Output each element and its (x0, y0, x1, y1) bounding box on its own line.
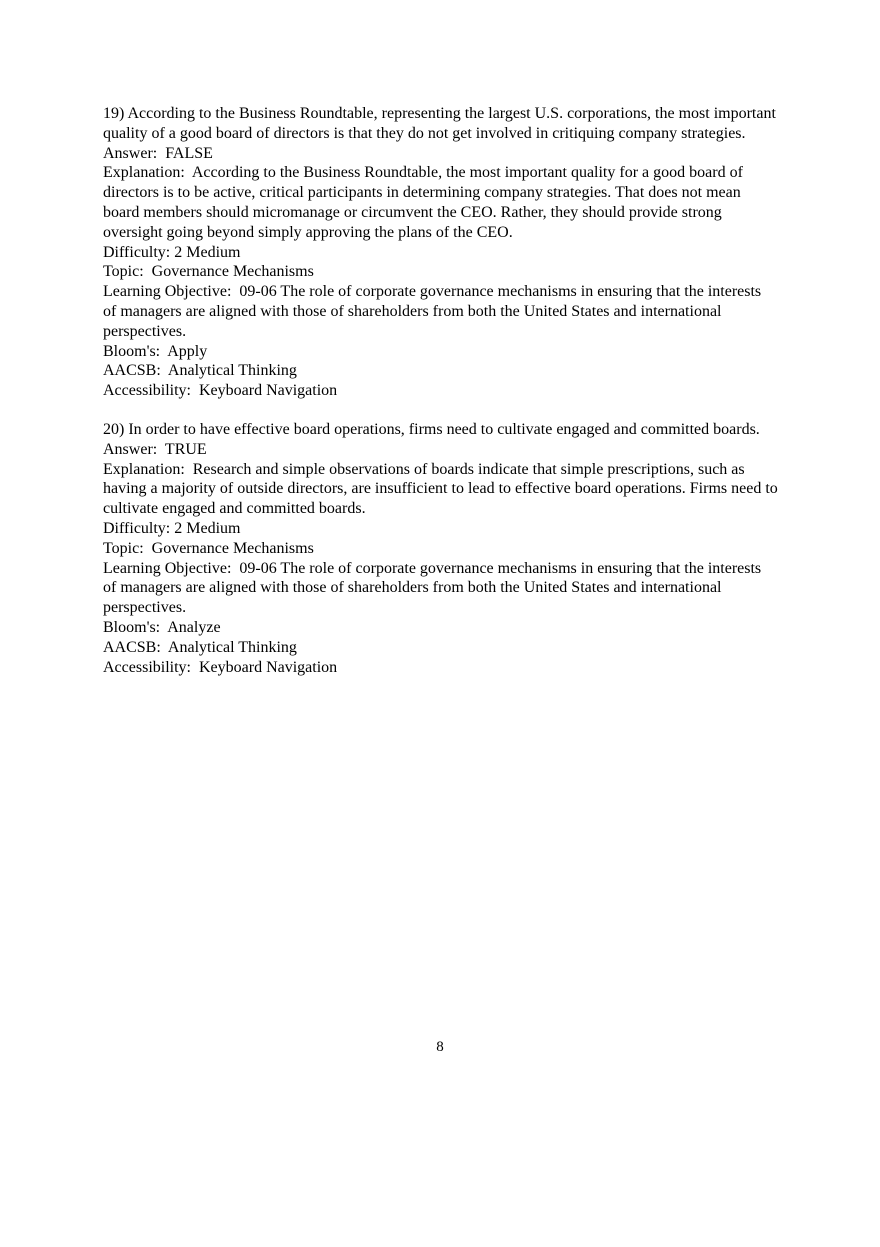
aacsb-line: AACSB: Analytical Thinking (103, 362, 297, 380)
page-number: 8 (436, 1039, 444, 1055)
blooms-line: Bloom's: Analyze (103, 618, 221, 636)
answer-line: Answer: FALSE (103, 144, 213, 162)
question-stem: 19) According to the Business Roundtable, representing the largest U.S. corporations, the most important quality of a good board of directors is that they do not get involved in critiquing company strategies. (103, 105, 780, 142)
answer-line: Answer: TRUE (103, 440, 207, 458)
accessibility-line: Accessibility: Keyboard Navigation (103, 382, 338, 400)
question-block-19 (103, 104, 778, 401)
difficulty-line: Difficulty: 2 Medium (103, 519, 241, 537)
explanation-line: Explanation: Research and simple observations of boards indicate that simple prescriptions, such as having a majority of outside directors, are insufficient to lead to effective board operations. Firms need to cultivate engaged and committed boards. (103, 460, 782, 518)
question-block-20 (103, 420, 782, 677)
difficulty-line: Difficulty: 2 Medium (103, 243, 241, 261)
question-stem: 20) In order to have effective board operations, firms need to cultivate engaged and committed boards. (103, 420, 760, 438)
blooms-line: Bloom's: Apply (103, 342, 208, 360)
learning-objective-line: Learning Objective: 09-06 The role of corporate governance mechanisms in ensuring that the interests of managers are aligned with those of shareholders from both the United States and international perspectives. (103, 283, 766, 340)
aacsb-line: AACSB: Analytical Thinking (103, 638, 297, 656)
topic-line: Topic: Governance Mechanisms (103, 263, 314, 281)
topic-line: Topic: Governance Mechanisms (103, 539, 314, 557)
explanation-line: Explanation: According to the Business Roundtable, the most important quality for a good board of directors is to be active, critical participants in determining company strategies. That does not mean board members should micromanage or circumvent the CEO. Rather, they should provide strong oversight going beyond simply approving the plans of the CEO. (103, 164, 747, 241)
learning-objective-line: Learning Objective: 09-06 The role of corporate governance mechanisms in ensuring that the interests of managers are aligned with those of shareholders from both the United States and international perspectives. (103, 559, 766, 617)
accessibility-line: Accessibility: Keyboard Navigation (103, 658, 338, 676)
